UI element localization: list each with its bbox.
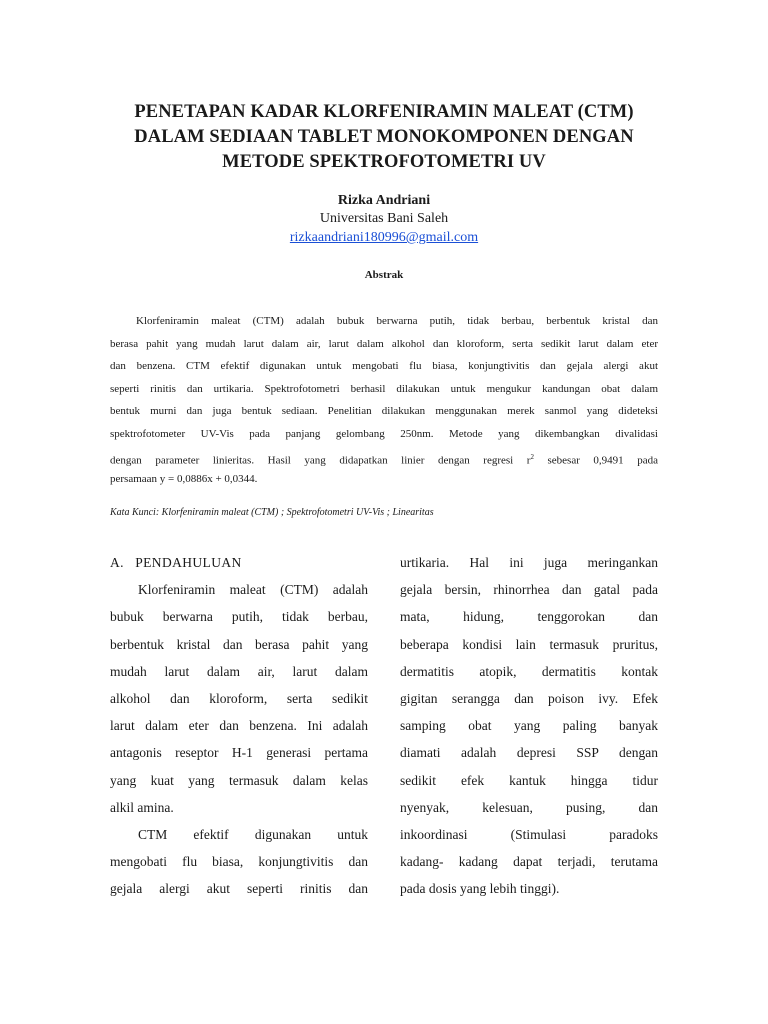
- author-name: Rizka Andriani: [337, 193, 431, 208]
- abstract-body: [110, 310, 658, 491]
- body-line: nyenyak, kelesuan, pusing, dan: [400, 799, 658, 815]
- abstract-line: berasa pahit yang mudah larut dalam air, larut dalam alkohol dan kloroform, serta sedikit larut dalam eter: [110, 337, 658, 350]
- abstract-line: persamaan y = 0,0886x + 0,0344.: [110, 473, 258, 486]
- author-email: [0, 229, 768, 247]
- left-column: [110, 549, 368, 902]
- keywords-label: Kata Kunci:: [110, 507, 160, 518]
- body-line: pada dosis yang lebih tinggi).: [400, 881, 560, 897]
- body-line: mata, hidung, tenggorokan dan: [400, 609, 658, 625]
- superscript-2: 2: [530, 452, 534, 461]
- abstract-line: seperti rinitis dan urtikaria. Spektrofotometri berhasil dilakukan untuk mengukur kandungan obat dalam: [110, 382, 658, 395]
- right-column: [400, 549, 658, 902]
- abstract-line: [110, 446, 658, 469]
- body-line: mudah larut dalam air, larut dalam: [110, 663, 368, 679]
- body-line: CTM efektif digunakan untuk: [138, 826, 368, 842]
- body-line: Klorfeniramin maleat (CTM) adalah: [138, 582, 368, 598]
- author-affiliation: Universitas Bani Saleh: [319, 211, 449, 226]
- body-line: bubuk berwarna putih, tidak berbau,: [110, 609, 368, 625]
- body-line: alkohol dan kloroform, serta sedikit: [110, 690, 368, 706]
- body-line: mengobati flu biasa, konjungtivitis dan: [110, 854, 368, 870]
- title-line: PENETAPAN KADAR KLORFENIRAMIN MALEAT (CTM): [134, 102, 634, 122]
- body-line: alkil amina.: [110, 799, 174, 815]
- body-line: larut dalam eter dan benzena. Ini adalah: [110, 718, 368, 734]
- body-line: gejala alergi akut seperti rinitis dan: [110, 881, 368, 897]
- body-line: yang kuat yang termasuk dalam kelas: [110, 772, 368, 788]
- body-line: gejala bersin, rhinorrhea dan gatal pada: [400, 582, 658, 598]
- keywords-text: Klorfeniramin maleat (CTM) ; Spektrofotometri UV-Vis ; Linearitas: [159, 507, 434, 518]
- body-line: beberapa kondisi lain termasuk pruritus,: [400, 636, 658, 652]
- keywords: [110, 506, 658, 520]
- body-line: berbentuk kristal dan berasa pahit yang: [110, 636, 368, 652]
- body-line: inkoordinasi (Stimulasi paradoks: [400, 826, 658, 842]
- body-line: kadang- kadang dapat terjadi, terutama: [400, 854, 658, 870]
- body-line: gigitan serangga dan poison ivy. Efek: [400, 690, 658, 706]
- paper-title: [80, 100, 688, 175]
- abstract-heading: Abstrak: [364, 269, 404, 281]
- email-link[interactable]: rizkaandriani180996@gmail.com: [289, 230, 479, 245]
- body-line: sedikit efek kantuk hingga tidur: [400, 772, 658, 788]
- abstract-line-tail: sebesar 0,9491 pada: [533, 454, 658, 467]
- body-line: antagonis reseptor H-1 generasi pertama: [110, 745, 368, 761]
- body-line: samping obat yang paling banyak: [400, 718, 658, 734]
- abstract-line: bentuk murni dan juga bentuk sediaan. Penelitian dilakukan menggunakan merek sanmol yang dideteksi: [110, 405, 658, 418]
- title-line: DALAM SEDIAAN TABLET MONOKOMPONEN DENGAN: [134, 127, 634, 147]
- abstract-line: Klorfeniramin maleat (CTM) adalah bubuk berwarna putih, tidak berbau, berbentuk kristal dan: [136, 315, 658, 327]
- body-line: urtikaria. Hal ini juga meringankan: [400, 555, 658, 570]
- section-heading: A. PENDAHULUAN: [110, 555, 242, 570]
- abstract-line: dan benzena. CTM efektif digunakan untuk mengobati flu biasa, konjungtivitis dan gejala alergi akut: [110, 360, 658, 373]
- body-line: diamati adalah depresi SSP dengan: [400, 745, 658, 761]
- abstract-line: spektrofotometer UV-Vis pada panjang gelombang 250nm. Metode yang dikembangkan divalidasi: [110, 427, 658, 440]
- body-line: dermatitis atopik, dermatitis kontak: [400, 663, 658, 679]
- title-line: METODE SPEKTROFOTOMETRI UV: [222, 152, 546, 172]
- abstract-line-text: dengan parameter linieritas. Hasil yang didapatkan linier dengan regresi r: [110, 454, 531, 467]
